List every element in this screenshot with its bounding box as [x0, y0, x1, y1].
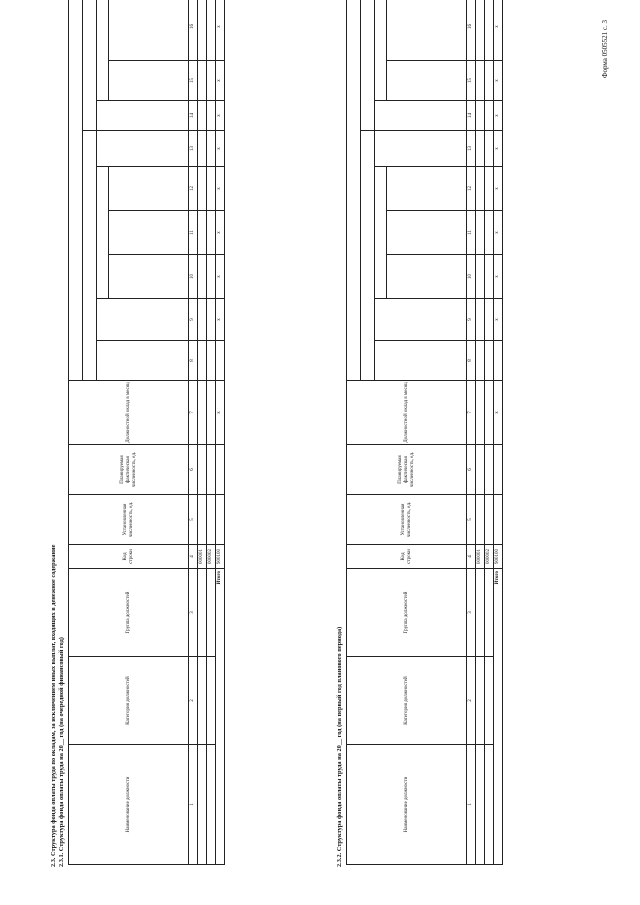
cell-input[interactable]	[207, 61, 216, 101]
cell-input[interactable]	[198, 0, 207, 61]
x-mark: x	[216, 61, 225, 101]
col-vacation-payment	[387, 0, 467, 61]
col-num: 6	[189, 445, 198, 495]
col-special-tasks	[387, 61, 467, 101]
cell-input[interactable]	[494, 495, 503, 545]
x-mark: x	[494, 131, 503, 167]
cell-input[interactable]	[198, 255, 207, 299]
col-established-headcount: Установленная численность, ед.	[69, 495, 189, 545]
col-in-that	[375, 167, 387, 299]
col-num: 7	[467, 381, 476, 445]
col-group-salary-count	[83, 131, 97, 381]
col-monthly-bonus	[375, 131, 467, 167]
col-num: 9	[467, 299, 476, 341]
rotated-form-body	[40, 24, 620, 875]
cell-input[interactable]	[198, 445, 207, 495]
x-mark: x	[216, 167, 225, 211]
col-num: 16	[467, 0, 476, 61]
col-monthly-salary: Должностной оклад в месяц	[347, 381, 467, 445]
cell-input[interactable]	[476, 211, 485, 255]
col-num: 4	[189, 545, 198, 569]
col-num: 10	[467, 255, 476, 299]
col-position-name: Наименование должности	[69, 745, 189, 865]
col-position-category: Категория должностей	[69, 657, 189, 745]
col-num: 14	[189, 101, 198, 131]
col-num: 8	[189, 341, 198, 381]
col-num: 12	[189, 167, 198, 211]
col-seniority	[109, 255, 189, 299]
x-mark: x	[494, 167, 503, 211]
col-planned-headcount: Планируемая фактическая численность, ед.	[347, 445, 467, 495]
cell-input[interactable]	[476, 255, 485, 299]
cell-input[interactable]	[207, 341, 216, 381]
cell-input[interactable]	[198, 745, 207, 865]
cell-input[interactable]	[198, 569, 207, 657]
col-position-name: Наименование должности	[347, 745, 467, 865]
col-special-conditions	[109, 211, 189, 255]
cell-input[interactable]	[198, 131, 207, 167]
cell-input[interactable]	[207, 299, 216, 341]
cell-input[interactable]	[476, 299, 485, 341]
cell-input[interactable]	[207, 495, 216, 545]
col-money-total	[375, 101, 467, 131]
col-num: 14	[467, 101, 476, 131]
table-row	[476, 0, 485, 865]
col-special-conditions	[387, 211, 467, 255]
cell-input[interactable]	[494, 445, 503, 495]
x-mark: x	[494, 299, 503, 341]
cell-input[interactable]	[485, 0, 494, 61]
col-num: 2	[189, 657, 198, 745]
col-group-money-count	[361, 0, 375, 131]
col-established-headcount: Установленная численность, ед.	[347, 495, 467, 545]
cell-input[interactable]	[198, 101, 207, 131]
cell-input[interactable]	[485, 255, 494, 299]
col-in-that	[97, 167, 109, 299]
cell-input[interactable]	[216, 341, 225, 381]
cell-input[interactable]	[207, 101, 216, 131]
col-money-total	[97, 101, 189, 131]
cell-input[interactable]	[207, 569, 216, 657]
cell-input[interactable]	[476, 101, 485, 131]
cell-input[interactable]	[476, 445, 485, 495]
x-mark: x	[494, 255, 503, 299]
row-code: 900100	[216, 545, 225, 569]
col-group-money-count	[83, 0, 97, 131]
total-label: Итого	[494, 569, 503, 865]
col-group-salary-count	[361, 131, 375, 381]
table1-title: 2.3.1. Структура фонда оплаты труда на 20__ год (на очередной финансовый год)	[58, 637, 65, 867]
x-mark: x	[216, 131, 225, 167]
table-row	[198, 0, 207, 865]
col-num: 3	[189, 569, 198, 657]
cell-input[interactable]	[207, 445, 216, 495]
col-planned-headcount: Планируемая фактическая численность, ед.	[69, 445, 189, 495]
table-row	[485, 0, 494, 865]
cell-input[interactable]	[485, 445, 494, 495]
cell-input[interactable]	[485, 167, 494, 211]
col-num: 5	[189, 495, 198, 545]
x-mark: x	[216, 381, 225, 445]
col-row-code: Код строки	[347, 545, 467, 569]
cell-input[interactable]	[207, 381, 216, 445]
cell-input[interactable]	[207, 745, 216, 865]
table-row	[207, 0, 216, 865]
col-total	[375, 341, 467, 381]
col-num: 9	[189, 299, 198, 341]
cell-input[interactable]	[198, 381, 207, 445]
col-num: 15	[189, 61, 198, 101]
cell-input[interactable]	[485, 61, 494, 101]
total-row	[494, 0, 503, 865]
cell-input[interactable]	[494, 341, 503, 381]
column-number-row	[467, 0, 476, 865]
col-position-group: Группа должностей	[347, 569, 467, 657]
cell-input[interactable]	[485, 569, 494, 657]
salary-structure-table-1	[68, 0, 225, 865]
cell-input[interactable]	[485, 657, 494, 745]
x-mark: x	[494, 61, 503, 101]
col-num: 2	[467, 657, 476, 745]
x-mark: x	[216, 255, 225, 299]
cell-input[interactable]	[207, 167, 216, 211]
col-num: 1	[189, 745, 198, 865]
col-num: 11	[467, 211, 476, 255]
col-in-that-2	[97, 0, 109, 101]
col-num: 6	[467, 445, 476, 495]
cell-input[interactable]	[198, 61, 207, 101]
cell-input[interactable]	[476, 381, 485, 445]
cell-input[interactable]	[198, 211, 207, 255]
cell-input[interactable]	[476, 657, 485, 745]
col-num: 10	[189, 255, 198, 299]
cell-input[interactable]	[207, 131, 216, 167]
col-monthly-bonus	[97, 131, 189, 167]
cell-input[interactable]	[485, 341, 494, 381]
cell-input[interactable]	[198, 299, 207, 341]
row-code: 000002	[485, 545, 494, 569]
x-mark: x	[494, 211, 503, 255]
salary-structure-table-2	[346, 0, 503, 865]
col-rank-salary	[375, 299, 467, 341]
cell-input[interactable]	[476, 0, 485, 61]
cell-input[interactable]	[198, 341, 207, 381]
section-title: 2.3. Структура фонда оплаты труда по окладам, за исключением иных выплат, входящих в денежное содержание	[50, 544, 57, 867]
cell-input[interactable]	[476, 167, 485, 211]
col-row-code: Код строки	[69, 545, 189, 569]
x-mark: x	[494, 381, 503, 445]
col-num: 13	[467, 131, 476, 167]
cell-input[interactable]	[476, 495, 485, 545]
col-rank-salary	[97, 299, 189, 341]
cell-input[interactable]	[485, 211, 494, 255]
cell-input[interactable]	[207, 0, 216, 61]
col-group-additional	[347, 0, 361, 381]
cell-input[interactable]	[198, 657, 207, 745]
x-mark: x	[216, 211, 225, 255]
x-mark: x	[494, 0, 503, 61]
x-mark: x	[216, 101, 225, 131]
col-num: 4	[467, 545, 476, 569]
row-code: 000002	[207, 545, 216, 569]
x-mark: x	[216, 299, 225, 341]
col-num: 8	[467, 341, 476, 381]
col-group-additional	[69, 0, 83, 381]
col-secret-data	[387, 167, 467, 211]
cell-input[interactable]	[485, 381, 494, 445]
total-row	[216, 0, 225, 865]
col-num: 15	[467, 61, 476, 101]
cell-input[interactable]	[216, 445, 225, 495]
cell-input[interactable]	[476, 131, 485, 167]
cell-input[interactable]	[485, 495, 494, 545]
col-position-group: Группа должностей	[69, 569, 189, 657]
cell-input[interactable]	[476, 61, 485, 101]
x-mark: x	[494, 101, 503, 131]
cell-input[interactable]	[198, 495, 207, 545]
col-num: 5	[467, 495, 476, 545]
col-num: 3	[467, 569, 476, 657]
col-vacation-payment	[109, 0, 189, 61]
x-mark: x	[216, 0, 225, 61]
col-num: 12	[467, 167, 476, 211]
col-num: 11	[189, 211, 198, 255]
total-label: Итого	[216, 569, 225, 865]
col-secret-data	[109, 167, 189, 211]
cell-input[interactable]	[476, 569, 485, 657]
col-num: 13	[189, 131, 198, 167]
column-number-row	[189, 0, 198, 865]
col-num: 7	[189, 381, 198, 445]
row-code: 000001	[198, 545, 207, 569]
cell-input[interactable]	[207, 211, 216, 255]
col-num: 1	[467, 745, 476, 865]
cell-input[interactable]	[207, 255, 216, 299]
col-monthly-salary: Должностной оклад в месяц	[69, 381, 189, 445]
row-code: 000001	[476, 545, 485, 569]
col-num: 16	[189, 0, 198, 61]
cell-input[interactable]	[198, 167, 207, 211]
row-code: 900100	[494, 545, 503, 569]
col-position-category: Категория должностей	[347, 657, 467, 745]
form-code: Форма 0505521 с. 3	[601, 19, 609, 79]
col-seniority	[387, 255, 467, 299]
table2-title: 2.3.2. Структура фонда оплаты труда на 20__ год (на первый год планового периода)	[336, 626, 343, 867]
col-special-tasks	[109, 61, 189, 101]
cell-input[interactable]	[485, 299, 494, 341]
cell-input[interactable]	[207, 657, 216, 745]
cell-input[interactable]	[216, 495, 225, 545]
cell-input[interactable]	[485, 745, 494, 865]
col-in-that-2	[375, 0, 387, 101]
cell-input[interactable]	[476, 745, 485, 865]
col-total	[97, 341, 189, 381]
cell-input[interactable]	[476, 341, 485, 381]
cell-input[interactable]	[485, 101, 494, 131]
cell-input[interactable]	[485, 131, 494, 167]
